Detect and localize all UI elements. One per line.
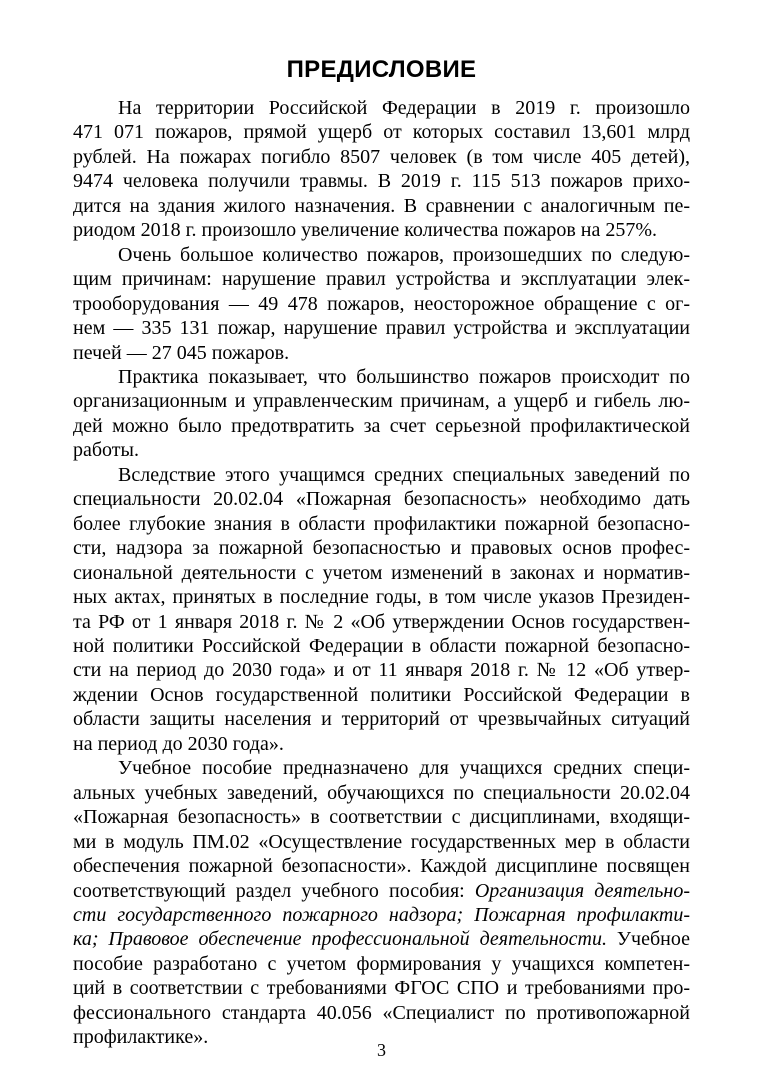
text-line: Учебное пособие предназначено для учащихся средних специ- bbox=[118, 757, 690, 780]
text-line: более глубокие знания в области профилактики пожарной безопасно- bbox=[73, 512, 690, 535]
page-title: ПРЕДИСЛОВИЕ bbox=[286, 56, 477, 83]
text-line: области защиты населения и территорий от чрезвычайных ситуаций bbox=[73, 708, 690, 731]
text-line: ми в модуль ПМ.02 «Осуществление государственных мер в области bbox=[73, 830, 690, 853]
text-line: организационным и управленческим причинам, а ущерб и гибель лю- bbox=[73, 390, 690, 413]
text-line: ных актах, принятых в последние годы, в том числе указов Президен- bbox=[73, 586, 690, 609]
text-line: риодом 2018 г. произошло увеличение количества пожаров на 257%. bbox=[73, 219, 658, 242]
text-line: сти на период до 2030 года» и от 11 января 2018 г. № 12 «Об утвер- bbox=[73, 659, 690, 682]
text-line: печей — 27 045 пожаров. bbox=[73, 341, 290, 364]
italic-text-run: ка; Правовое обеспечение профессиональной деятельности. bbox=[73, 928, 607, 951]
text-line: На территории Российской Федерации в 2019 г. произошло bbox=[118, 97, 690, 119]
text-line: специальности 20.02.04 «Пожарная безопасность» необходимо дать bbox=[73, 488, 690, 511]
text-line: та РФ от 1 января 2018 г. № 2 «Об утверждении Основ государствен- bbox=[73, 610, 690, 633]
text-line: ций в соответствии с требованиями ФГОС СПО и требованиями про- bbox=[73, 977, 690, 1000]
text-line: ной политики Российской Федерации в области пожарной безопасно- bbox=[73, 634, 690, 657]
text-line: фессионального стандарта 40.056 «Специалист по противопожарной bbox=[73, 1001, 690, 1024]
text-line-mixed bbox=[73, 927, 690, 951]
text-line: профилактике». bbox=[73, 1026, 209, 1049]
text-line: нем — 335 131 пожар, нарушение правил устройства и эксплуатации bbox=[73, 317, 690, 340]
text-line: на период до 2030 года». bbox=[73, 732, 284, 755]
text-line: ждении Основ государственной политики Российской Федерации в bbox=[73, 683, 690, 706]
page-number: 3 bbox=[377, 1040, 386, 1060]
text-line: альных учебных заведений, обучающихся по специальности 20.02.04 bbox=[73, 781, 690, 804]
italic-text-run: Организация деятельно- bbox=[474, 879, 690, 902]
text-line: 471 071 пожаров, прямой ущерб от которых составил 13,601 млрд bbox=[73, 121, 690, 144]
text-line: дится на здания жилого назначения. В сравнении с аналогичным пе- bbox=[73, 194, 690, 217]
paragraph-3 bbox=[73, 365, 690, 463]
text-line: «Пожарная безопасность» в соответствии с дисциплинами, входящи- bbox=[73, 806, 690, 829]
text-line: 9474 человека получили травмы. В 2019 г. 115 513 пожаров прихо- bbox=[73, 170, 690, 193]
text-line: трооборудования — 49 478 пожаров, неосторожное обращение с ог- bbox=[73, 292, 690, 315]
italic-text-line: сти государственного пожарного надзора; Пожарная профилакти- bbox=[73, 903, 690, 926]
text-line: сиональной деятельности с учетом изменений в законах и норматив- bbox=[73, 561, 690, 584]
paragraph-4 bbox=[73, 463, 690, 756]
text-line: дей можно было предотвратить за счет серьезной профилактической bbox=[73, 414, 690, 437]
text-line: обеспечения пожарной безопасности». Каждой дисциплине посвящен bbox=[73, 855, 690, 878]
document-body bbox=[73, 96, 690, 1050]
text-line: сти, надзора за пожарной безопасностью и правовых основ профес- bbox=[73, 537, 690, 560]
paragraph-5 bbox=[73, 756, 690, 1049]
text-line: щим причинам: нарушение правил устройства и эксплуатации элек- bbox=[73, 268, 690, 291]
text-line: работы. bbox=[73, 439, 139, 462]
paragraph-1 bbox=[73, 96, 690, 243]
text-run: соответствующий раздел учебного пособия: bbox=[73, 879, 475, 902]
text-run: Учебное bbox=[607, 928, 690, 951]
text-line: Очень большое количество пожаров, произошедших по следую- bbox=[118, 243, 690, 266]
text-line: пособие разработано с учетом формирования у учащихся компетен- bbox=[73, 952, 690, 975]
text-line: рублей. На пожарах погибло 8507 человек (в том числе 405 детей), bbox=[73, 145, 690, 168]
text-line: Вследствие этого учащимся средних специальных заведений по bbox=[118, 463, 690, 486]
text-line: Практика показывает, что большинство пожаров происходит по bbox=[118, 365, 690, 388]
paragraph-2 bbox=[73, 243, 690, 365]
text-line-mixed bbox=[73, 879, 690, 903]
